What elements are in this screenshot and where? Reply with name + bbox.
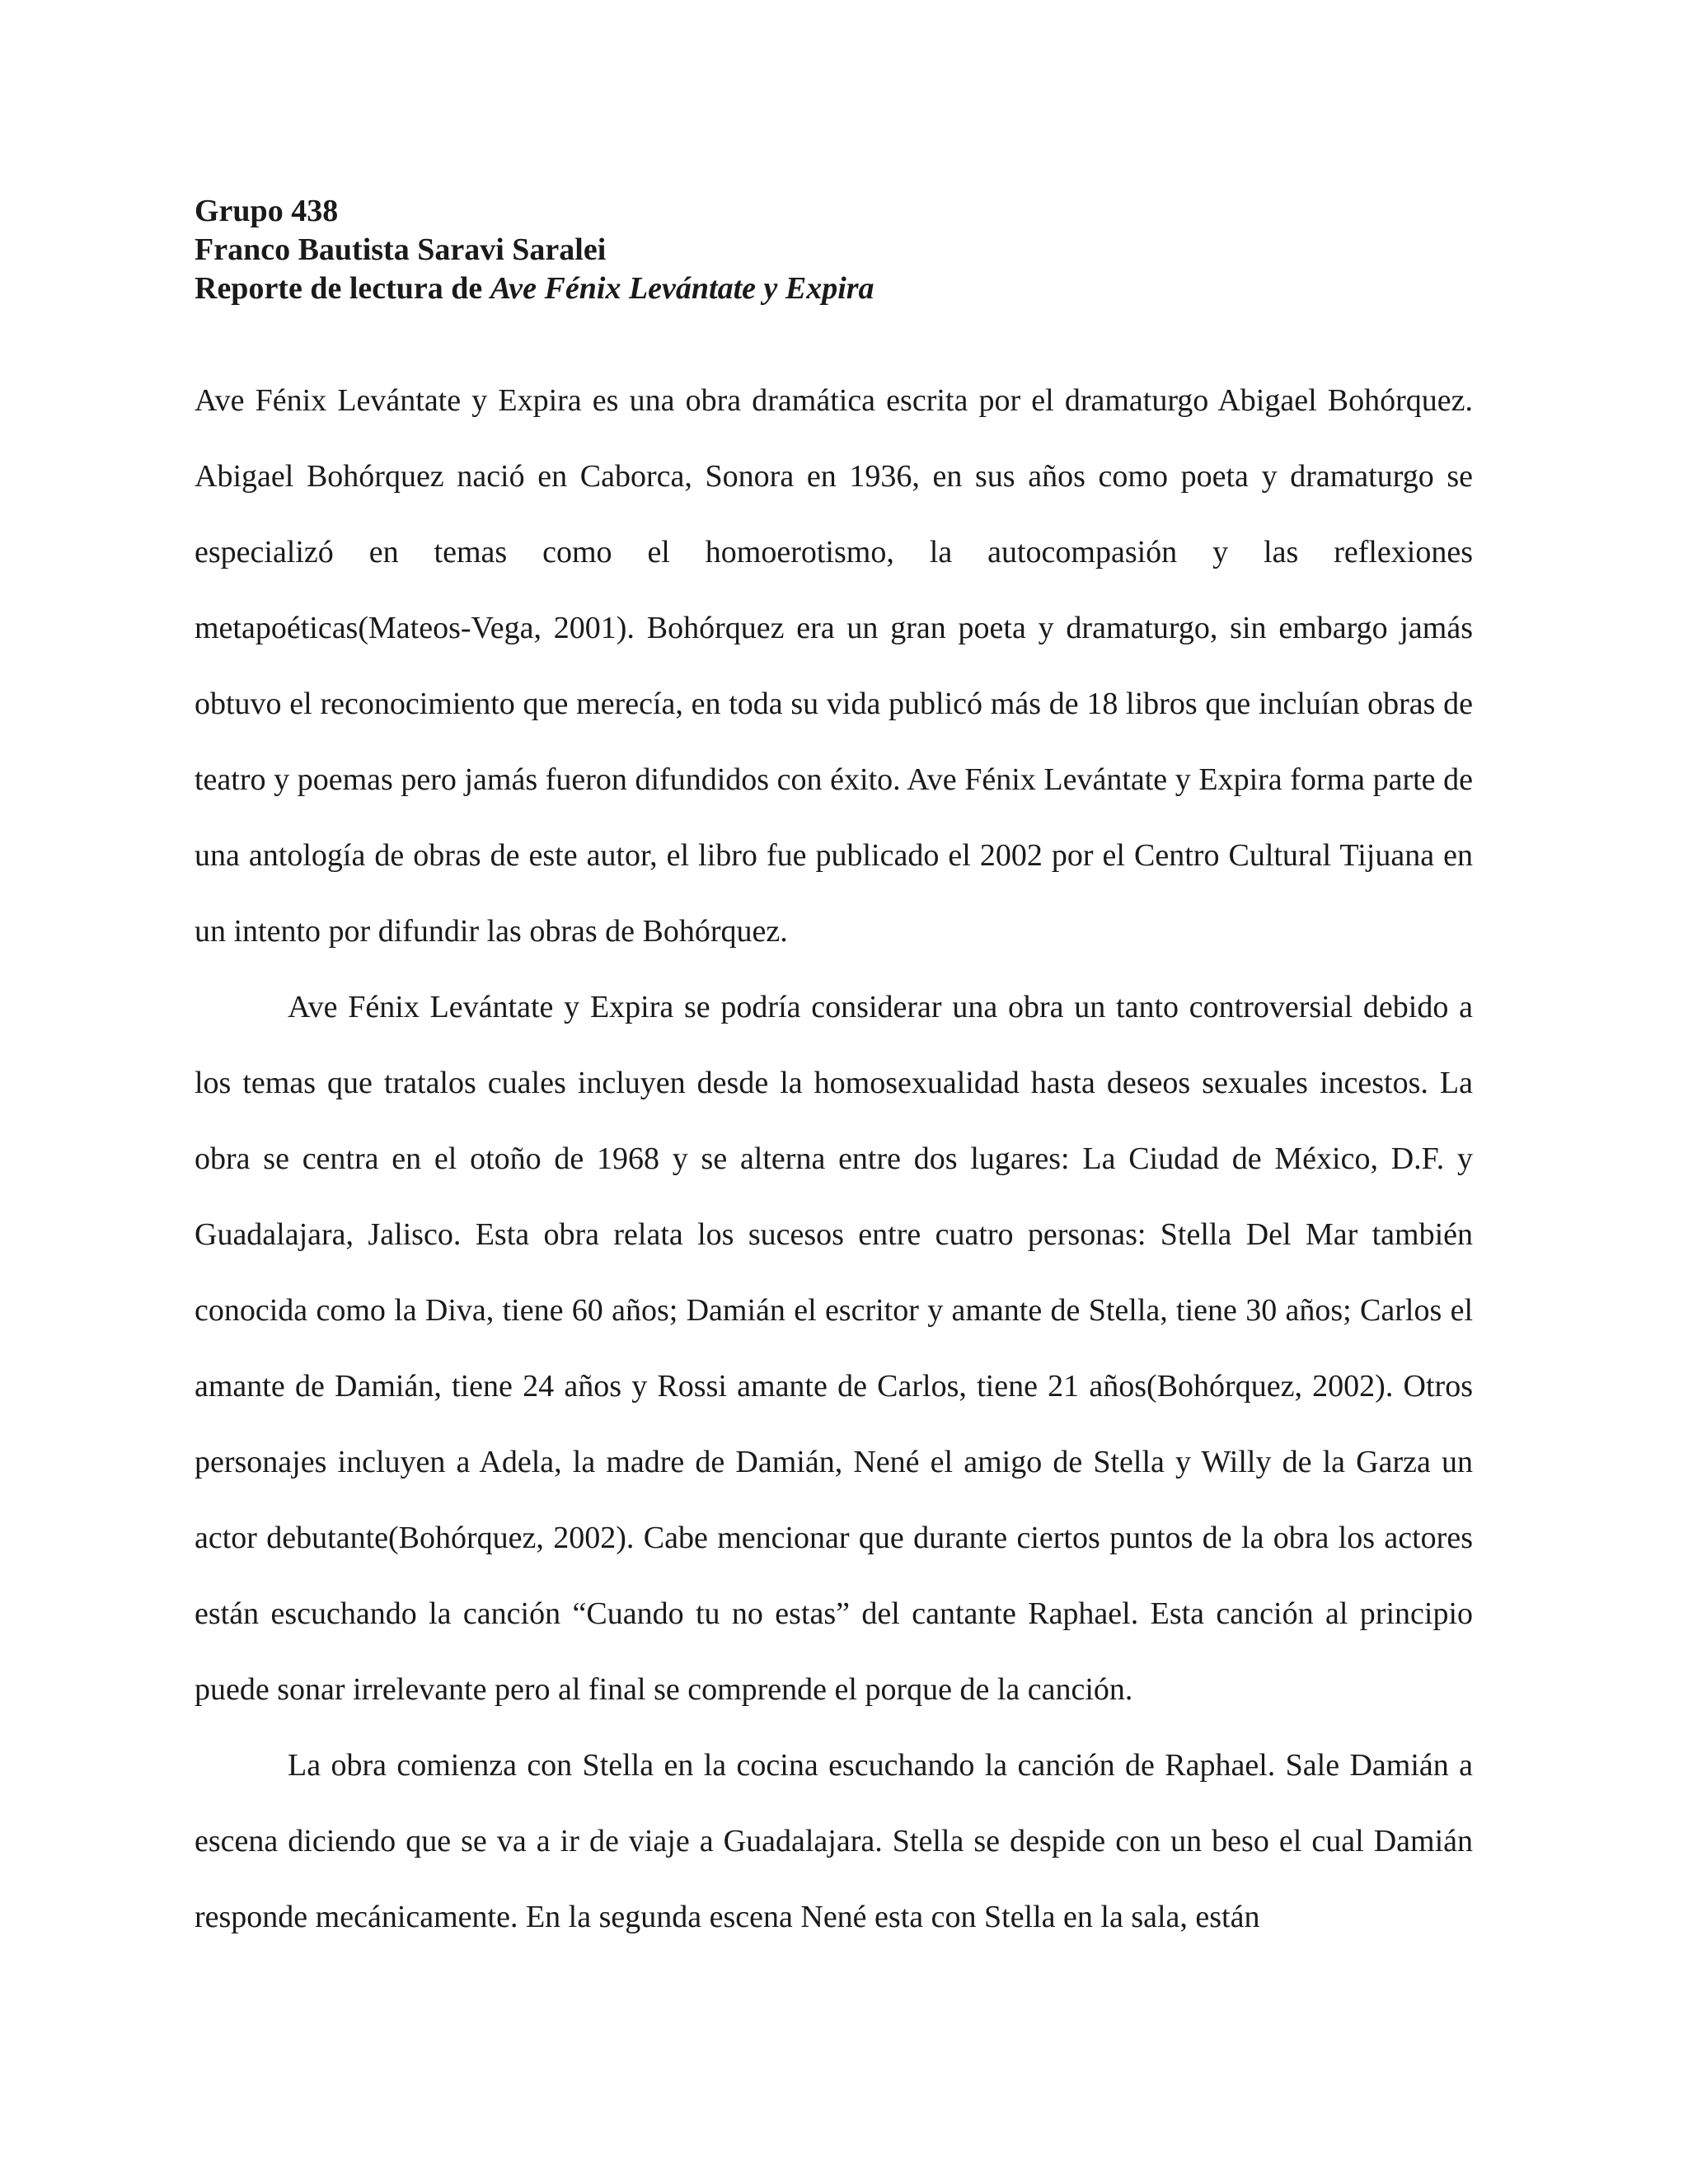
document-header xyxy=(195,192,1480,308)
document-body xyxy=(195,363,1473,1955)
report-title-line xyxy=(195,269,1480,308)
report-title-prefix: Reporte de lectura de xyxy=(195,271,490,306)
author-line: Franco Bautista Saravi Saralei xyxy=(195,232,607,267)
group-line: Grupo 438 xyxy=(195,194,339,228)
report-title-work: Ave Fénix Levántate y Expira xyxy=(490,271,874,306)
paragraph: Ave Fénix Levántate y Expira se podría considerar una obra un tanto controversial debido a los temas que tratalos cuales incluyen desde la homosexualidad hasta deseos sexuales incestos. La obra se centra en el otoño de 1968 y se alterna entre dos lugares: La Ciudad de México, D.F. y Guadalajara, Jalisco. Esta obra relata los sucesos entre cuatro personas: Stella Del Mar también conocida como la Diva, tiene 60 años; Damián el escritor y amante de Stella, tiene 30 años; Carlos el amante de Damián, tiene 24 años y Rossi amante de Carlos, tiene 21 años(Bohórquez, 2002). Otros personajes incluyen a Adela, la madre de Damián, Nené el amigo de Stella y Willy de la Garza un actor debutante(Bohórquez, 2002). Cabe mencionar que durante ciertos puntos de la obra los actores están escuchando la canción “Cuando tu no estas” del cantante Raphael. Esta canción al principio puede sonar irrelevante pero al final se comprende el porque de la canción. xyxy=(195,990,1473,1707)
paragraph: La obra comienza con Stella en la cocina escuchando la canción de Raphael. Sale Damián a escena diciendo que se va a ir de viaje a Guadalajara. Stella se despide con un beso el cual Damián responde mecánicamente. En la segunda escena Nené esta con Stella en la sala, están xyxy=(195,1748,1473,1934)
paragraph: Ave Fénix Levántate y Expira es una obra dramática escrita por el dramaturgo Abigael Bohórquez. Abigael Bohórquez nació en Caborca, Sonora en 1936, en sus años como poeta y dramaturgo se especializó en temas como el homoerotismo, la autocompasión y las reflexiones metapoéticas(Mateos-Vega, 2001). Bohórquez era un gran poeta y dramaturgo, sin embargo jamás obtuvo el reconocimiento que merecía, en toda su vida publicó más de 18 libros que incluían obras de teatro y poemas pero jamás fueron difundidos con éxito. Ave Fénix Levántate y Expira forma parte de una antología de obras de este autor, el libro fue publicado el 2002 por el Centro Cultural Tijuana en un intento por difundir las obras de Bohórquez. xyxy=(195,383,1473,949)
